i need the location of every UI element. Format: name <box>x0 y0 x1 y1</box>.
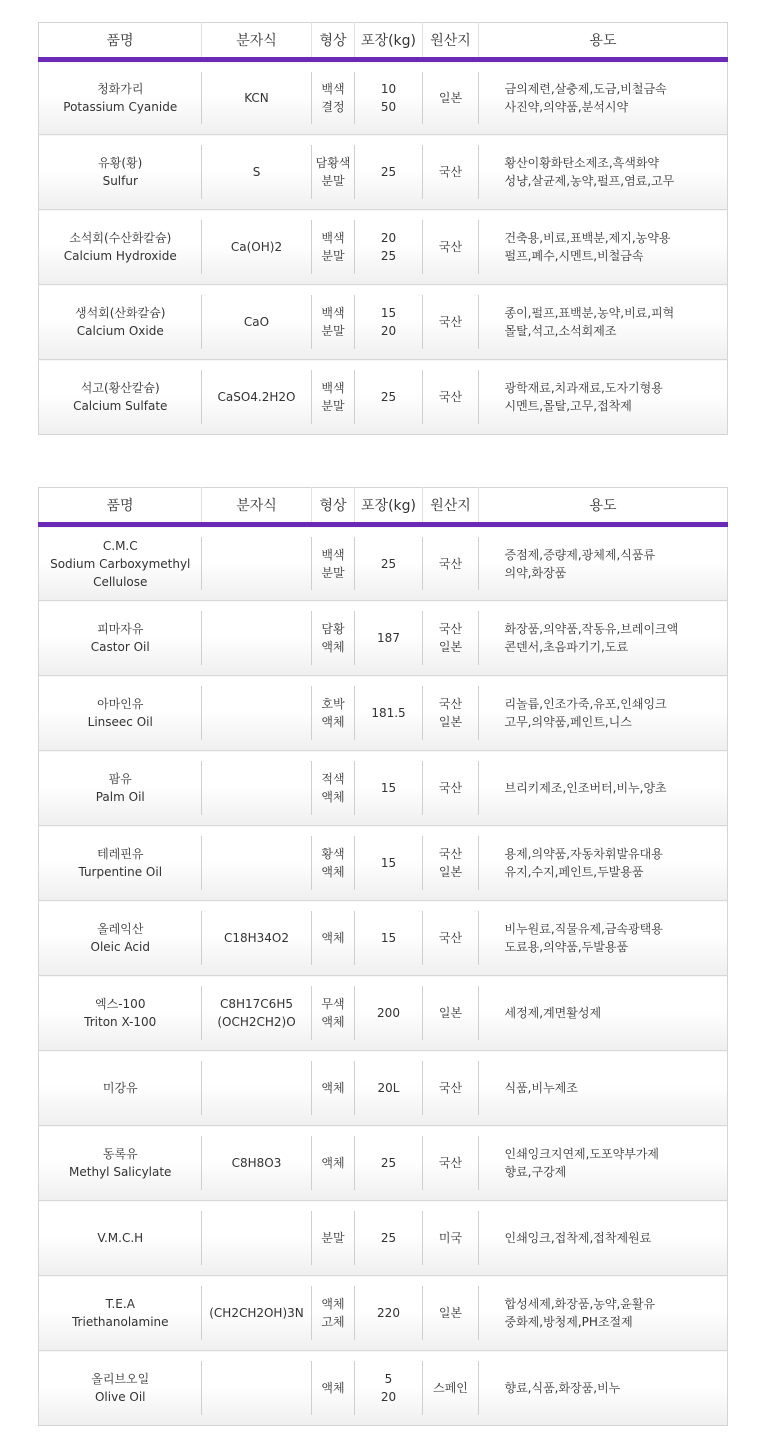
package-line: 25 <box>380 1231 397 1245</box>
table-row <box>39 1051 728 1126</box>
table-row <box>39 1126 728 1201</box>
use-line: 의약,화장품 <box>504 565 567 580</box>
package-cell <box>355 601 423 676</box>
shape-line: 액체 <box>321 1081 345 1095</box>
shape-line: 무색 <box>321 997 345 1011</box>
shape-line: 담황 <box>321 622 345 636</box>
shape-cell <box>312 60 355 135</box>
table-row <box>39 901 728 976</box>
product-name-line: 생석회(산화칼슘) <box>74 306 166 320</box>
product-name-line: 미강유 <box>102 1081 138 1095</box>
header-shape: 형상 <box>312 23 355 60</box>
shape-line: 결정 <box>321 100 345 114</box>
shape-cell <box>312 1351 355 1426</box>
header-formula: 분자식 <box>202 23 312 60</box>
origin-cell <box>423 601 479 676</box>
shape-line: 백색 <box>321 231 345 245</box>
table-row <box>39 210 728 285</box>
product-name-cell <box>39 210 202 285</box>
use-line: 유지,수지,페인트,두발용품 <box>504 865 644 879</box>
origin-line: 일본 <box>438 1306 463 1320</box>
use-line: 종이,펄프,표백분,농약,비료,피혁 <box>504 306 675 320</box>
table-header-row <box>39 488 728 525</box>
use-line: 향료,구강제 <box>504 1165 567 1179</box>
product-name-line: 팜유 <box>108 772 132 786</box>
product-name-line: V.M.C.H <box>97 1231 144 1245</box>
use-line: 향료,식품,화장품,비누 <box>504 1381 621 1395</box>
formula-cell <box>202 360 312 435</box>
shape-line: 액체 <box>321 1381 345 1395</box>
use-line: 식품,비누제조 <box>504 1081 578 1095</box>
use-cell <box>479 525 728 601</box>
package-line: 25 <box>380 390 397 404</box>
product-name-cell <box>39 751 202 826</box>
use-line: 인쇄잉크,접착제,접착제원료 <box>504 1231 652 1245</box>
package-line: 20 <box>380 1390 397 1404</box>
table-row <box>39 751 728 826</box>
origin-line: 국산 <box>438 622 463 636</box>
table-row <box>39 676 728 751</box>
shape-line: 액체 <box>321 1297 345 1311</box>
use-line: 황산이황화탄소제조,흑색화약 <box>504 156 660 170</box>
product-name-cell <box>39 285 202 360</box>
shape-line: 분말 <box>321 249 345 263</box>
header-use: 용도 <box>479 23 728 60</box>
package-line: 20 <box>380 231 397 245</box>
header-package: 포장(kg) <box>355 488 423 525</box>
use-cell <box>479 976 728 1051</box>
formula-line: (CH2CH2OH)3N <box>209 1306 304 1320</box>
use-cell <box>479 210 728 285</box>
shape-line: 액체 <box>321 931 345 945</box>
origin-cell <box>423 135 479 210</box>
product-name-line: Triton X-100 <box>84 1015 157 1029</box>
product-name-line: Oleic Acid <box>90 940 150 954</box>
shape-line: 백색 <box>321 306 345 320</box>
formula-line: S <box>252 165 261 179</box>
origin-line: 국산 <box>438 697 463 711</box>
origin-cell <box>423 751 479 826</box>
product-name-line: Olive Oil <box>94 1390 146 1404</box>
shape-line: 백색 <box>321 547 345 562</box>
shape-line: 분말 <box>321 399 345 413</box>
use-line: 성냥,살균제,농약,펄프,염료,고무 <box>504 174 675 188</box>
product-name-line: Linseec Oil <box>87 715 153 729</box>
formula-cell <box>202 901 312 976</box>
package-cell <box>355 676 423 751</box>
use-line: 사진약,의약품,분석시약 <box>504 100 629 114</box>
product-name-line: 올레익산 <box>97 922 144 936</box>
use-cell <box>479 901 728 976</box>
product-name-cell <box>39 1051 202 1126</box>
shape-cell <box>312 1276 355 1351</box>
use-line: 시멘트,몰탈,고무,접착제 <box>504 399 632 413</box>
product-name-line: Triethanolamine <box>71 1315 169 1329</box>
product-name-line: Cellulose <box>93 574 148 589</box>
origin-cell <box>423 525 479 601</box>
formula-cell <box>202 135 312 210</box>
product-name-cell <box>39 60 202 135</box>
origin-cell <box>423 60 479 135</box>
use-cell <box>479 1201 728 1276</box>
shape-line: 호박 <box>321 697 345 711</box>
use-cell <box>479 1126 728 1201</box>
shape-cell <box>312 676 355 751</box>
package-line: 15 <box>380 306 397 320</box>
formula-line: Ca(OH)2 <box>230 240 283 254</box>
formula-cell <box>202 1126 312 1201</box>
product-name-line: 유황(황) <box>98 156 143 170</box>
use-line: 합성세제,화장품,농약,윤활유 <box>504 1297 656 1311</box>
header-package: 포장(kg) <box>355 23 423 60</box>
product-name-line: 엑스-100 <box>95 997 146 1011</box>
package-cell <box>355 525 423 601</box>
origin-line: 국산 <box>438 1081 463 1095</box>
product-name-line: 올리브오일 <box>91 1372 150 1386</box>
use-line: 금의제련,살충제,도금,비철금속 <box>504 82 667 96</box>
product-name-cell <box>39 1126 202 1201</box>
use-cell <box>479 60 728 135</box>
shape-line: 황색 <box>321 847 345 861</box>
shape-cell <box>312 360 355 435</box>
package-cell <box>355 1201 423 1276</box>
shape-line: 액체 <box>321 715 345 729</box>
origin-cell <box>423 285 479 360</box>
package-line: 187 <box>377 631 400 645</box>
origin-cell <box>423 901 479 976</box>
use-cell <box>479 285 728 360</box>
use-line: 콘덴서,초음파기기,도료 <box>504 640 629 654</box>
product-name-line: Palm Oil <box>95 790 145 804</box>
formula-line: CaSO4.2H2O <box>217 390 296 404</box>
package-line: 25 <box>380 165 397 179</box>
package-cell <box>355 826 423 901</box>
origin-line: 국산 <box>438 847 463 861</box>
formula-line: CaO <box>243 315 270 329</box>
use-line: 인쇄잉크지연제,도포약부가제 <box>504 1147 660 1161</box>
table-row <box>39 601 728 676</box>
product-name-line: Turpentine Oil <box>78 865 163 879</box>
shape-cell <box>312 1126 355 1201</box>
product-name-cell <box>39 676 202 751</box>
formula-cell <box>202 210 312 285</box>
header-formula: 분자식 <box>202 488 312 525</box>
product-name-cell <box>39 1351 202 1426</box>
header-use: 용도 <box>479 488 728 525</box>
table-row <box>39 135 728 210</box>
origin-cell <box>423 826 479 901</box>
table-row <box>39 826 728 901</box>
use-cell <box>479 360 728 435</box>
package-line: 25 <box>380 249 397 263</box>
product-name-line: 테레핀유 <box>97 847 144 861</box>
formula-line: C8H8O3 <box>231 1156 282 1170</box>
use-line: 증점제,증량제,광체제,식품류 <box>504 547 656 562</box>
formula-cell <box>202 601 312 676</box>
product-name-line: C.M.C <box>102 538 138 553</box>
use-cell <box>479 751 728 826</box>
table-row <box>39 285 728 360</box>
product-name-line: 동록유 <box>102 1147 138 1161</box>
origin-cell <box>423 1201 479 1276</box>
use-cell <box>479 676 728 751</box>
package-cell <box>355 976 423 1051</box>
shape-line: 분말 <box>321 174 345 188</box>
origin-cell <box>423 1051 479 1126</box>
use-line: 도료용,의약품,두발용품 <box>504 940 629 954</box>
origin-cell <box>423 210 479 285</box>
shape-line: 분말 <box>321 565 345 580</box>
product-name-line: 석고(황산칼슘) <box>80 381 160 395</box>
shape-cell <box>312 976 355 1051</box>
shape-line: 분말 <box>321 324 345 338</box>
origin-line: 국산 <box>438 556 463 571</box>
package-line: 50 <box>380 100 397 114</box>
origin-cell <box>423 1276 479 1351</box>
formula-cell <box>202 1201 312 1276</box>
use-line: 리놀륨,인조가죽,유포,인쇄잉크 <box>504 697 667 711</box>
product-name-cell <box>39 826 202 901</box>
shape-line: 백색 <box>321 82 345 96</box>
shape-cell <box>312 1201 355 1276</box>
origin-line: 국산 <box>438 315 463 329</box>
header-origin: 원산지 <box>423 23 479 60</box>
package-line: 10 <box>380 82 397 96</box>
product-name-line: 아마인유 <box>97 697 144 711</box>
product-name-cell <box>39 601 202 676</box>
package-line: 220 <box>377 1306 400 1320</box>
shape-cell <box>312 826 355 901</box>
package-cell <box>355 135 423 210</box>
package-cell <box>355 1051 423 1126</box>
use-line: 세정제,계면활성제 <box>504 1006 602 1020</box>
shape-cell <box>312 285 355 360</box>
formula-cell <box>202 676 312 751</box>
formula-cell <box>202 1051 312 1126</box>
header-origin: 원산지 <box>423 488 479 525</box>
use-line: 용제,의약품,자동차휘발유대용 <box>504 847 663 861</box>
package-cell <box>355 360 423 435</box>
product-name-line: Sulfur <box>102 174 138 188</box>
package-line: 15 <box>380 856 397 870</box>
product-name-line: 피마자유 <box>97 622 144 636</box>
package-cell <box>355 1126 423 1201</box>
origin-line: 일본 <box>438 640 463 654</box>
origin-line: 일본 <box>438 865 463 879</box>
shape-line: 액체 <box>321 790 345 804</box>
product-name-cell <box>39 135 202 210</box>
package-cell <box>355 751 423 826</box>
package-line: 20L <box>377 1081 400 1095</box>
product-name-line: Potassium Cyanide <box>63 100 178 114</box>
use-cell <box>479 1051 728 1126</box>
use-cell <box>479 1351 728 1426</box>
package-line: 20 <box>380 324 397 338</box>
shape-cell <box>312 751 355 826</box>
use-line: 펄프,폐수,시멘트,비철금속 <box>504 249 644 263</box>
use-line: 중화제,방청제,PH조절제 <box>504 1315 633 1329</box>
shape-line: 액체 <box>321 1015 345 1029</box>
product-name-cell <box>39 525 202 601</box>
origin-cell <box>423 1351 479 1426</box>
package-cell <box>355 60 423 135</box>
chemical-table-2 <box>38 487 728 1426</box>
formula-cell <box>202 60 312 135</box>
package-line: 25 <box>380 556 397 571</box>
shape-line: 액체 <box>321 1156 345 1170</box>
product-name-line: Calcium Oxide <box>76 324 164 338</box>
use-cell <box>479 601 728 676</box>
table-row <box>39 60 728 135</box>
use-cell <box>479 1276 728 1351</box>
table-row <box>39 1201 728 1276</box>
formula-cell <box>202 826 312 901</box>
product-name-line: Methyl Salicylate <box>69 1165 172 1179</box>
formula-cell <box>202 285 312 360</box>
table-body <box>39 60 728 435</box>
product-name-line: Castor Oil <box>90 640 150 654</box>
header-name: 품명 <box>39 488 202 525</box>
package-cell <box>355 1351 423 1426</box>
shape-line: 액체 <box>321 640 345 654</box>
formula-line: C8H17C6H5 <box>220 997 293 1011</box>
shape-cell <box>312 525 355 601</box>
formula-cell <box>202 751 312 826</box>
formula-line: (OCH2CH2)O <box>217 1015 296 1029</box>
formula-cell <box>202 1276 312 1351</box>
use-cell <box>479 135 728 210</box>
package-line: 5 <box>384 1372 393 1386</box>
chemical-table-1 <box>38 22 728 435</box>
shape-line: 적색 <box>321 772 345 786</box>
origin-cell <box>423 676 479 751</box>
shape-line: 백색 <box>321 381 345 395</box>
origin-line: 국산 <box>438 390 463 404</box>
origin-line: 일본 <box>438 91 463 105</box>
table-row <box>39 525 728 601</box>
package-line: 15 <box>380 781 397 795</box>
formula-line: KCN <box>244 91 269 105</box>
table-header-row <box>39 23 728 60</box>
formula-cell <box>202 525 312 601</box>
product-name-line: Calcium Sulfate <box>73 399 168 413</box>
package-cell <box>355 210 423 285</box>
product-name-cell <box>39 1276 202 1351</box>
origin-line: 스페인 <box>433 1381 468 1395</box>
package-cell <box>355 1276 423 1351</box>
shape-cell <box>312 1051 355 1126</box>
product-name-cell <box>39 901 202 976</box>
shape-line: 액체 <box>321 865 345 879</box>
product-name-line: 소석회(수산화칼슘) <box>69 231 172 245</box>
product-name-cell <box>39 976 202 1051</box>
package-cell <box>355 285 423 360</box>
shape-cell <box>312 901 355 976</box>
formula-cell <box>202 976 312 1051</box>
shape-cell <box>312 601 355 676</box>
product-name-line: T.E.A <box>105 1297 135 1311</box>
origin-line: 국산 <box>438 931 463 945</box>
origin-line: 미국 <box>438 1231 463 1245</box>
origin-line: 국산 <box>438 1156 463 1170</box>
product-name-cell <box>39 360 202 435</box>
product-name-line: Calcium Hydroxide <box>63 249 177 263</box>
use-line: 비누원료,직물유제,금속광택용 <box>504 922 663 936</box>
origin-cell <box>423 976 479 1051</box>
table-body <box>39 525 728 1426</box>
package-cell <box>355 901 423 976</box>
shape-line: 분말 <box>321 1231 345 1245</box>
origin-line: 국산 <box>438 240 463 254</box>
package-line: 181.5 <box>371 706 406 720</box>
shape-cell <box>312 210 355 285</box>
table-row <box>39 360 728 435</box>
product-name-line: Sodium Carboxymethyl <box>50 556 191 571</box>
use-line: 광학재료,치과재료,도자기형용 <box>504 381 663 395</box>
use-line: 고무,의약품,페인트,니스 <box>504 715 632 729</box>
package-line: 25 <box>380 1156 397 1170</box>
package-line: 15 <box>380 931 397 945</box>
product-name-line: 청화가리 <box>97 82 144 96</box>
origin-line: 국산 <box>438 165 463 179</box>
use-line: 몰탈,석고,소석회제조 <box>504 324 617 338</box>
use-line: 건축용,비료,표백분,제지,농약용 <box>504 231 671 245</box>
origin-line: 일본 <box>438 715 463 729</box>
table-row <box>39 1276 728 1351</box>
use-line: 브리키제조,인조버터,비누,양초 <box>504 781 667 795</box>
table-row <box>39 1351 728 1426</box>
package-line: 200 <box>377 1006 400 1020</box>
origin-cell <box>423 360 479 435</box>
use-cell <box>479 826 728 901</box>
shape-line: 고체 <box>321 1315 345 1329</box>
shape-line: 담황색 <box>315 156 351 170</box>
formula-cell <box>202 1351 312 1426</box>
shape-cell <box>312 135 355 210</box>
use-line: 화장품,의약품,작동유,브레이크액 <box>504 622 679 636</box>
table-row <box>39 976 728 1051</box>
header-shape: 형상 <box>312 488 355 525</box>
origin-line: 일본 <box>438 1006 463 1020</box>
origin-line: 국산 <box>438 781 463 795</box>
product-name-cell <box>39 1201 202 1276</box>
formula-line: C18H34O2 <box>223 931 290 945</box>
header-name: 품명 <box>39 23 202 60</box>
origin-cell <box>423 1126 479 1201</box>
